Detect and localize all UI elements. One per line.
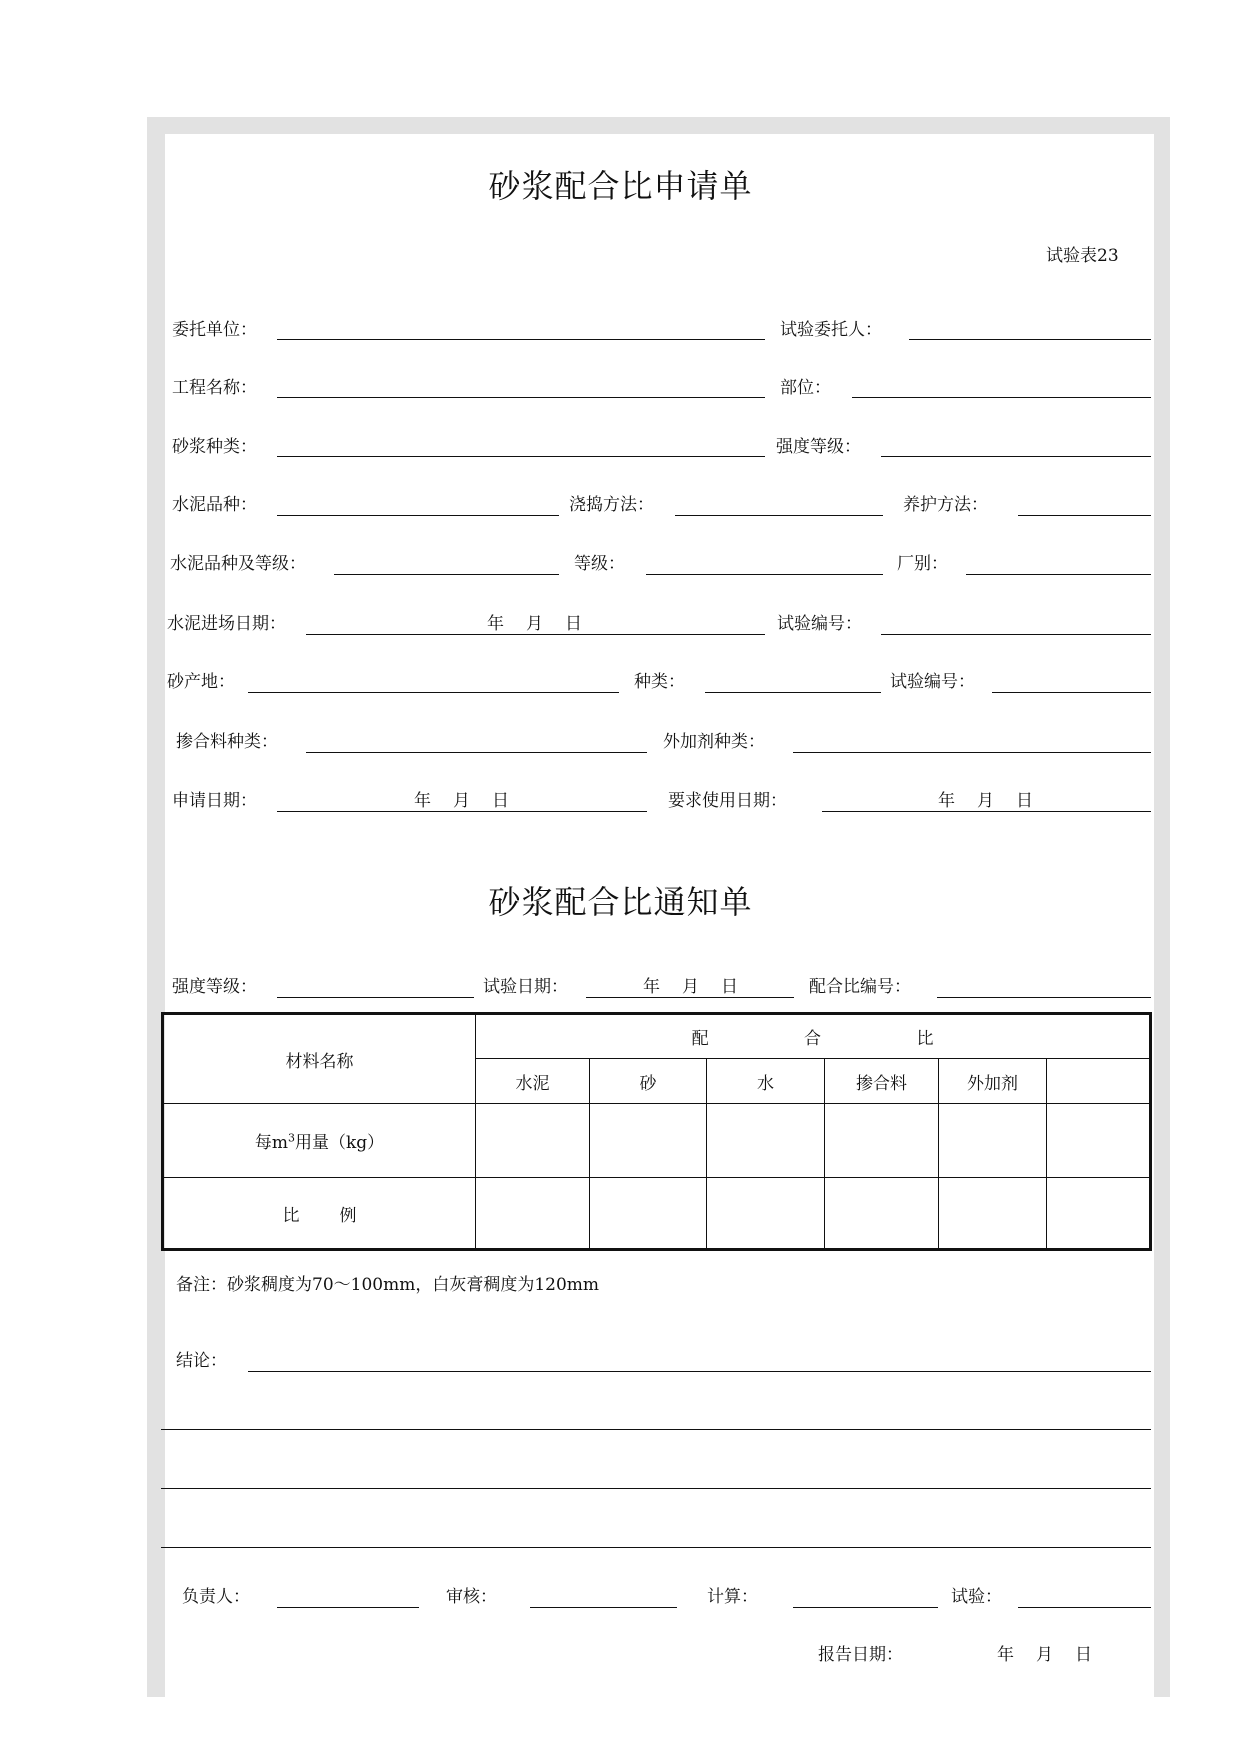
project-name-field[interactable] — [277, 397, 765, 398]
admixture-material-label: 掺合料种类： — [176, 732, 278, 752]
test-number-field[interactable] — [881, 634, 1151, 635]
conclusion-line-2[interactable] — [161, 1429, 1151, 1430]
mortar-type-field[interactable] — [277, 456, 765, 457]
report-date-label: 报告日期： — [818, 1645, 903, 1665]
conclusion-line-3[interactable] — [161, 1488, 1151, 1489]
column-additive: 外加剂 — [939, 1059, 1047, 1104]
report-date-parts: 年 月 日 — [997, 1645, 1092, 1665]
ratio-number-field[interactable] — [937, 997, 1151, 998]
apply-date-field[interactable] — [277, 811, 647, 812]
column-extra — [1047, 1059, 1151, 1104]
test-client-field[interactable] — [909, 339, 1151, 340]
admixture-material-field[interactable] — [306, 752, 647, 753]
remark-text: 备注：砂浆稠度为70～100mm，白灰膏稠度为120mm — [176, 1275, 600, 1295]
grade-field[interactable] — [646, 574, 883, 575]
pouring-method-field[interactable] — [675, 515, 883, 516]
notice-title: 砂浆配合比通知单 — [488, 883, 753, 921]
calculation-field[interactable] — [793, 1607, 938, 1608]
test-number-label: 试验编号： — [777, 614, 862, 634]
sand-test-number-field[interactable] — [992, 692, 1151, 693]
column-water: 水 — [707, 1059, 825, 1104]
ratio-water-cell[interactable] — [707, 1178, 825, 1250]
sand-origin-label: 砂产地： — [167, 672, 235, 692]
table-row — [163, 1104, 1151, 1178]
project-name-label: 工程名称： — [172, 378, 257, 398]
ratio-sand-cell[interactable] — [590, 1178, 707, 1250]
sand-kind-label: 种类： — [634, 672, 685, 692]
column-sand: 砂 — [590, 1059, 707, 1104]
application-title: 砂浆配合比申请单 — [488, 167, 753, 205]
ratio-number-label: 配合比编号： — [809, 977, 911, 997]
cement-entry-date-field[interactable] — [306, 634, 765, 635]
client-unit-label: 委托单位： — [172, 320, 257, 340]
cement-variety-label: 水泥品种： — [172, 495, 257, 515]
strength-grade-field[interactable] — [881, 456, 1151, 457]
test-field[interactable] — [1018, 1607, 1151, 1608]
usage-admixture-cell[interactable] — [825, 1104, 939, 1178]
column-admixture: 掺合料 — [825, 1059, 939, 1104]
notice-test-date-field[interactable] — [586, 997, 794, 998]
conclusion-label: 结论： — [176, 1351, 227, 1371]
notice-test-date-label: 试验日期： — [483, 977, 568, 997]
usage-additive-cell[interactable] — [939, 1104, 1047, 1178]
test-label: 试验： — [951, 1587, 1002, 1607]
apply-date-label: 申请日期： — [172, 791, 257, 811]
additive-type-field[interactable] — [793, 752, 1151, 753]
ratio-row-label: 比 例 — [163, 1178, 476, 1250]
responsible-label: 负责人： — [182, 1587, 250, 1607]
usage-extra-cell[interactable] — [1047, 1104, 1151, 1178]
calculation-label: 计算： — [707, 1587, 758, 1607]
cement-entry-date-label: 水泥进场日期： — [167, 614, 286, 634]
strength-grade-label: 强度等级： — [776, 437, 861, 457]
responsible-field[interactable] — [277, 1607, 419, 1608]
test-client-label: 试验委托人： — [780, 320, 882, 340]
material-name-header: 材料名称 — [163, 1014, 476, 1104]
usage-row-label: 每$m^3$用量（kg） — [163, 1104, 476, 1178]
review-label: 审核： — [446, 1587, 497, 1607]
mortar-type-label: 砂浆种类： — [172, 437, 257, 457]
grade-label: 等级： — [574, 554, 625, 574]
factory-field[interactable] — [966, 574, 1151, 575]
location-field[interactable] — [852, 397, 1151, 398]
ratio-admixture-cell[interactable] — [825, 1178, 939, 1250]
sand-test-number-label: 试验编号： — [890, 672, 975, 692]
ratio-header: 配 合 比 — [476, 1014, 1151, 1059]
ratio-additive-cell[interactable] — [939, 1178, 1047, 1250]
form-number: 试验表23 — [1046, 246, 1119, 266]
required-date-field[interactable] — [822, 811, 1151, 812]
apply-date-parts: 年 月 日 — [414, 791, 509, 811]
notice-test-date-parts: 年 月 日 — [643, 977, 738, 997]
cement-variety-grade-field[interactable] — [334, 574, 559, 575]
sand-origin-field[interactable] — [248, 692, 619, 693]
cement-variety-grade-label: 水泥品种及等级： — [170, 554, 306, 574]
column-cement: 水泥 — [476, 1059, 590, 1104]
usage-cement-cell[interactable] — [476, 1104, 590, 1178]
usage-water-cell[interactable] — [707, 1104, 825, 1178]
notice-strength-grade-label: 强度等级： — [172, 977, 257, 997]
required-date-label: 要求使用日期： — [668, 791, 787, 811]
curing-method-label: 养护方法： — [903, 495, 988, 515]
notice-strength-grade-field[interactable] — [277, 997, 474, 998]
conclusion-line-1[interactable] — [248, 1371, 1151, 1372]
conclusion-line-4[interactable] — [161, 1547, 1151, 1548]
additive-type-label: 外加剂种类： — [663, 732, 765, 752]
sand-kind-field[interactable] — [705, 692, 881, 693]
pouring-method-label: 浇捣方法： — [569, 495, 654, 515]
ratio-extra-cell[interactable] — [1047, 1178, 1151, 1250]
client-unit-field[interactable] — [277, 339, 765, 340]
curing-method-field[interactable] — [1018, 515, 1151, 516]
table-header-row — [163, 1014, 1151, 1059]
location-label: 部位： — [780, 378, 831, 398]
required-date-parts: 年 月 日 — [938, 791, 1033, 811]
ratio-cement-cell[interactable] — [476, 1178, 590, 1250]
cement-variety-field[interactable] — [277, 515, 559, 516]
table-row — [163, 1178, 1151, 1250]
review-field[interactable] — [530, 1607, 677, 1608]
cement-entry-date-parts: 年 月 日 — [487, 614, 582, 634]
mix-ratio-table — [161, 1012, 1152, 1251]
factory-label: 厂别： — [897, 554, 948, 574]
usage-sand-cell[interactable] — [590, 1104, 707, 1178]
